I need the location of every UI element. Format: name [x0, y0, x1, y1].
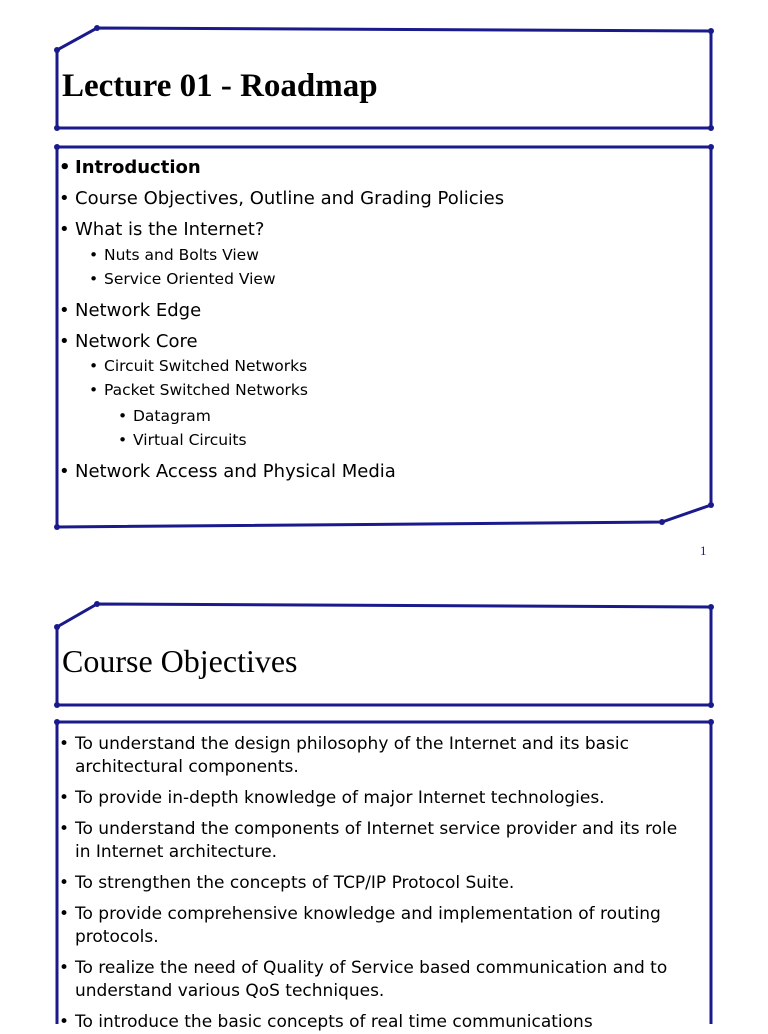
slide1-title: Lecture 01 - Roadmap: [62, 68, 378, 104]
objective-item: • To understand the design philosophy of the Internet and its basic architectural components.: [59, 734, 629, 777]
bullet-network-edge: • Network Edge: [59, 300, 202, 321]
sub-sub-bullet-datagram: • Datagram: [118, 407, 211, 425]
bullet-introduction: • Introduction: [59, 157, 201, 178]
sub-bullet-circuit-switched: • Circuit Switched Networks: [89, 357, 308, 375]
objective-item: • To provide in-depth knowledge of major Internet technologies.: [59, 788, 605, 808]
sub-bullet-packet-switched: • Packet Switched Networks: [89, 381, 308, 399]
objective-item: • To provide comprehensive knowledge and implementation of routing protocols.: [59, 904, 661, 947]
page-number: 1: [700, 543, 707, 558]
objective-item: • To understand the components of Internet service provider and its role in Internet architecture.: [59, 819, 678, 862]
bullet-network-core: • Network Core: [59, 331, 198, 352]
bullet-network-access: • Network Access and Physical Media: [59, 461, 396, 482]
sub-bullet-service-oriented: • Service Oriented View: [89, 270, 276, 288]
objective-item: • To realize the need of Quality of Service based communication and to understand various QoS techniques.: [59, 958, 668, 1001]
slide2-title: Course Objectives: [62, 643, 298, 679]
sub-bullet-nuts-and-bolts: • Nuts and Bolts View: [89, 246, 259, 264]
objective-item: • To introduce the basic concepts of real time communications: [59, 1012, 593, 1032]
objective-item: • To strengthen the concepts of TCP/IP Protocol Suite.: [59, 873, 515, 893]
sub-sub-bullet-virtual-circuits: • Virtual Circuits: [118, 431, 247, 449]
bullet-course-objectives: • Course Objectives, Outline and Grading Policies: [59, 188, 505, 209]
bullet-what-is-internet: • What is the Internet?: [59, 219, 265, 240]
